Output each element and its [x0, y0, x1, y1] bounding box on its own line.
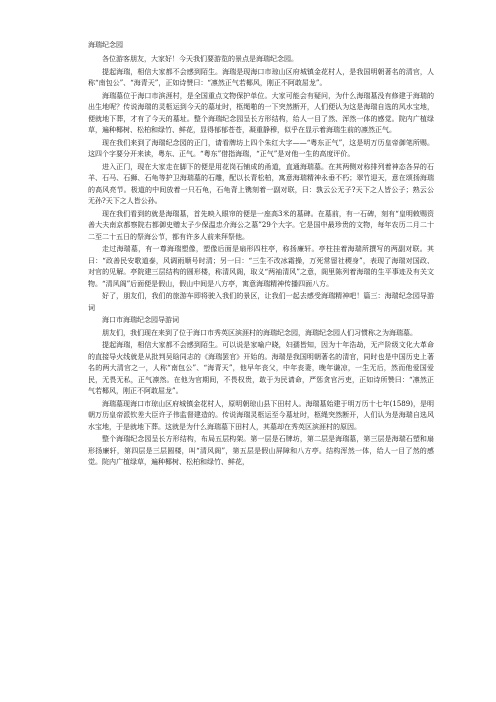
paragraph: 进入正门，现在大家走在脚下的便是用花岗石铺成的甬道，直通海瑞墓。在其两侧对称排列着神态各异的石羊、石马、石狮、石龟等护卫海瑞墓的石雕，配以长青松柏，寓意海瑞精神永垂不朽；翠竹迎天，意在颂扬海瑞的高风亮节。极道的中间放着一只石龟，石龟背上镌刻着一副对联，曰：孰云公无子?天下之人皆公子；熟云公无孙?天下之人皆公孙。 — [88, 162, 434, 205]
paragraph: 整个海瑞纪念园呈长方形结构，布局五层构架。第一层是石牌坊，第二层是海瑞墓，第三层是海瑞石塑和扇形扬廉轩，第四层是三层圆楼，叫“清风阁”，第五层是假山屏障和八方亭。结构浑然一体，给人一目了然的感觉。院内广植绿草，遍种椰树、松柏和绿竹、鲜花， — [88, 435, 434, 466]
paragraph: 朋友们，我们现在来到了位于海口市秀英区滨涯村的海瑞纪念园，海瑞纪念园人们习惯称之为海瑞墓。 — [102, 328, 417, 337]
paragraph: 提起海瑞，相信大家都不会感到陌生。海瑞是现海口市琼山区府城镇金花村人，是我国明朝著名的清官，人称“南包公”、“海青天”，正如诗赞曰：“凛然正气若椰风，刚正不阿敢屈龙”。 — [88, 67, 434, 87]
paragraph: 现在我们来到了海瑞纪念园的正门，请看牌坊上四个朱红大字——“粤东正气”，这是明万历皇帝御笔所赐。这四个字要分开来读，粤东、正气。“粤东”借指海瑞，“正气”是对他一生的高度评价。 — [88, 138, 434, 158]
paragraph: 海瑞墓位于海口市滨涯村，是全国重点文物保护单位。大家可能会有疑问，为什么海瑞墓没有修建于海瑞的出生地呢？传说海瑞的灵柩运到今天的墓址时，柩绳啪的一下突然断开，人们便认为这是海瑞自选的风水宝地，便就地下葬，才有了今天的墓址。整个海瑞纪念园呈长方形结构，给人一目了然、浑然一体的感觉。院内广植绿草，遍种椰树、松柏和绿竹、鲜花，显得郁郁苍苍，凝重静穆，似乎在显示着海瑞生前的凛然正气。 — [88, 91, 434, 134]
paragraph: 好了，朋友们，我们的旅游车即将驶入我们的景区，让我们一起去感受海瑞精神吧！篇三：海瑞纪念园导游词 — [88, 292, 434, 312]
paragraph: 提起海瑞，相信大家都不会感到陌生。可以说是家喻户晓，妇孺皆知，因为十年浩劫，无产阶级文化大革命的直接导火线就是从批判吴晗同志的《海瑞罢官》开始的。海瑞是我国明朝著名的清官，同时也是中国历史上著名的两大清官之一，人称“南包公”、“海青天”，他早年丧父，中年丧妻，晚年谦凉，一生无后，然而他爱国爱民，无畏无私，正气凛然。在他为官期间，不畏权贵，敢于为民请命，严惩贪官污吏，正如诗所赞曰：“凛然正气若椰风，刚正不阿敢屈龙”。 — [88, 341, 434, 395]
paragraph: 走过海瑞墓，有一尊海瑞塑像，塑像后面是扇形四柱亭，称扬廉轩。亭柱挂着海瑞所撰写的两副对联。其曰：“政善民安歌道泰，风调雨顺号时清；另一曰：“三生不改冰霜操，万死常留社稷身”，表现了海瑞对国政、对官的见解。亭院建三层结构的圆形楼，称清风阁，取义“两袖清风”之意，阁里陈列着海瑞的生平事迹及有关文物。“清风阁”后面便是假山，假山中间是八方亭，寓意海瑞精神传播四面八方。 — [88, 245, 434, 288]
paragraph: 现在我们看到的就是海瑞墓，首先映入眼帘的便是一座高3米的墓碑。在墓前，有一石碑，刻有“皇明敕赐资善大夫南京都察院右都御史赠太子少保温忠介海公之墓”29个大字。它是国中最珍贵的文物，每年农历二月二十二至二十五日的祭海公节，都有许多人前来拜祭他。 — [88, 209, 434, 241]
document-body — [88, 54, 434, 469]
paragraph: 海口市海瑞纪念园导游词 — [102, 316, 179, 324]
paragraph: 海瑞墓现海口市琼山区府城镇金花村人，原明朝琼山县下田村人。海瑞墓始建于明万历十七年(1589)，是明朝万历皇帝派钦差大臣许子伟监督建造的。传说海瑞灵柩运至今墓址时，柩绳突然断开，人们认为是海瑞自选风水宝地，于是就地下葬。这就是为什么海瑞墓下田村人，其墓却在秀英区滨涯村的原因。 — [88, 399, 434, 431]
paragraph: 各位游客朋友，大家好！今天我们要游览的景点是海瑞纪念园。 — [102, 55, 298, 63]
document-title: 海瑞纪念园 — [88, 41, 123, 49]
